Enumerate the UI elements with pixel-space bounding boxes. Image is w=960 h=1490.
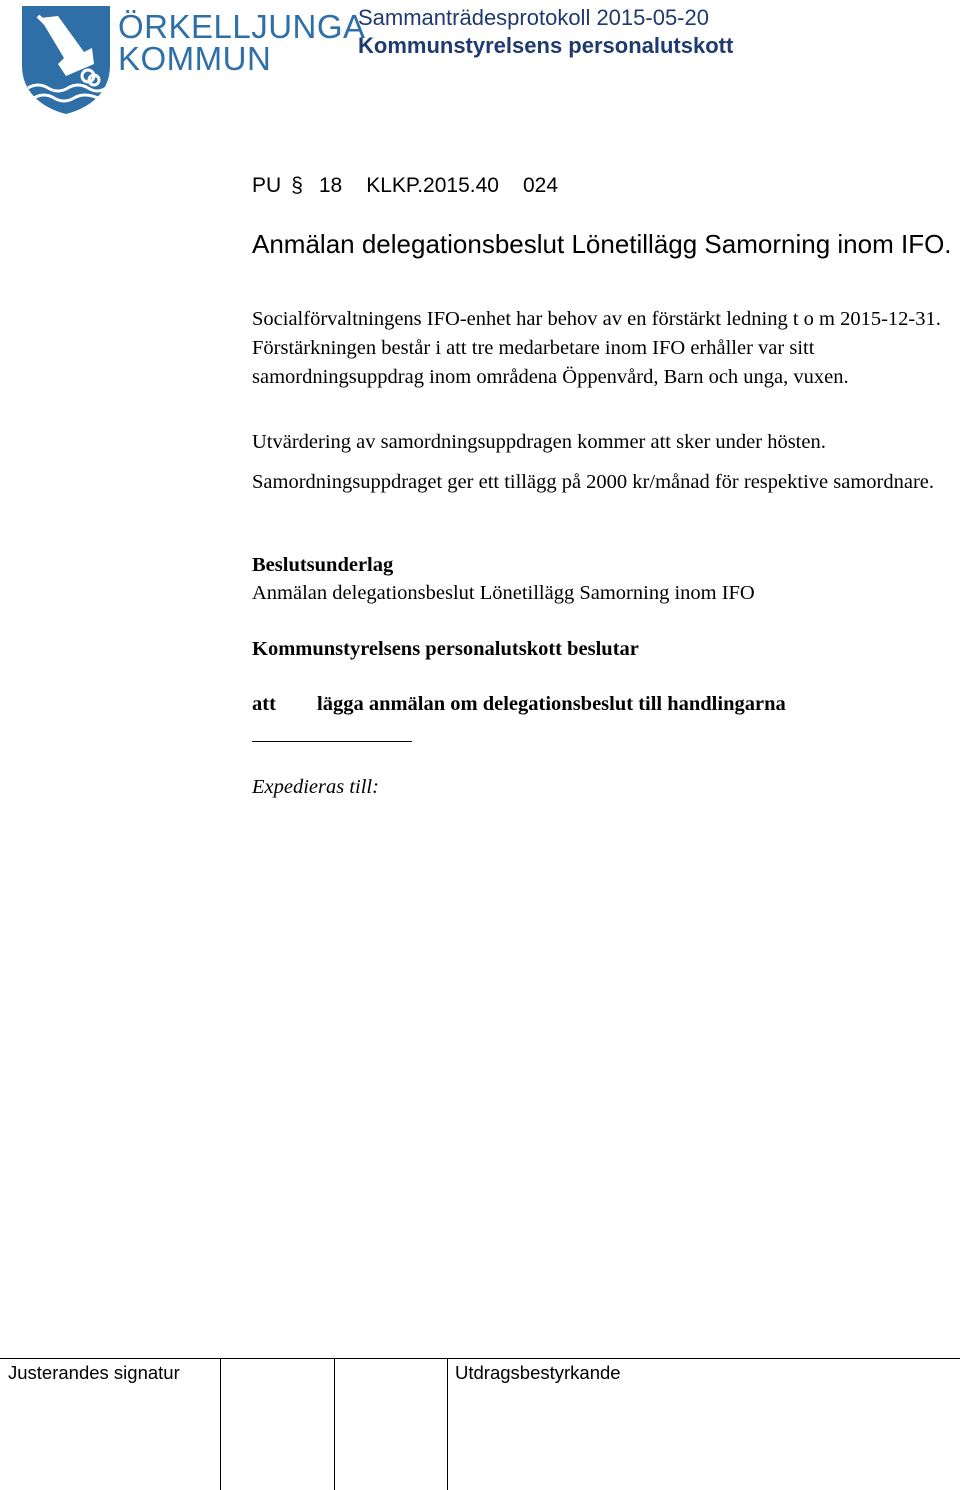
decision-att: att: [252, 693, 276, 715]
item-heading: Anmälan delegationsbeslut Lönetillägg Samorning inom IFO.: [252, 229, 952, 259]
body-paragraph-1: Socialförvaltningens IFO-enhet har behov av en förstärkt ledning t o m 2015-12-31. Förstärkningen består i att tre medarbetare inom IFO erhåller var sitt samordningsuppdrag inom områdena Öppenvård, Barn och unga, vuxen.: [252, 308, 941, 388]
case-code: 024: [522, 174, 559, 197]
case-reference: KLKP.2015.40: [366, 174, 499, 197]
committee-name: Kommunstyrelsens personalutskott: [358, 33, 734, 58]
footer-divider: [220, 1358, 221, 1490]
decision-text: lägga anmälan om delegationsbeslut till handlingarna: [317, 693, 786, 715]
decision-heading: Kommunstyrelsens personalutskott beslutar: [252, 638, 639, 660]
footer-divider: [334, 1358, 335, 1490]
signature-footer: [0, 1358, 960, 1490]
paragraph-sign: §: [291, 174, 303, 197]
municipality-logo: [18, 4, 366, 116]
footer-top-rule: [0, 1358, 960, 1359]
beslutsunderlag-label: Beslutsunderlag: [252, 554, 394, 576]
decision-row: [252, 690, 786, 719]
utdragsbestyrkande-label: Utdragsbestyrkande: [455, 1362, 621, 1383]
body-paragraph-2: Utvärdering av samordningsuppdragen kommer att sker under hösten.: [252, 431, 826, 453]
case-number: 18: [318, 174, 343, 197]
beslutsunderlag-value: Anmälan delegationsbeslut Lönetillägg Samorning inom IFO: [252, 582, 755, 604]
case-prefix: PU: [252, 174, 282, 197]
logo-line1: ÖRKELLJUNGA: [118, 8, 366, 45]
protocol-title: Sammanträdesprotokoll 2015-05-20: [358, 5, 709, 30]
separator-rule: [252, 741, 412, 742]
case-reference-line: [252, 172, 558, 200]
body-paragraph-3: Samordningsuppdraget ger ett tillägg på 2000 kr/månad för respektive samordnare.: [252, 471, 934, 493]
logo-line2: KOMMUN: [118, 40, 272, 77]
document-header: [358, 4, 733, 60]
coat-of-arms-icon: [18, 4, 114, 116]
footer-divider: [447, 1358, 448, 1490]
justerandes-signatur-label: Justerandes signatur: [8, 1362, 180, 1383]
expedieras-label: Expedieras till:: [252, 776, 379, 798]
